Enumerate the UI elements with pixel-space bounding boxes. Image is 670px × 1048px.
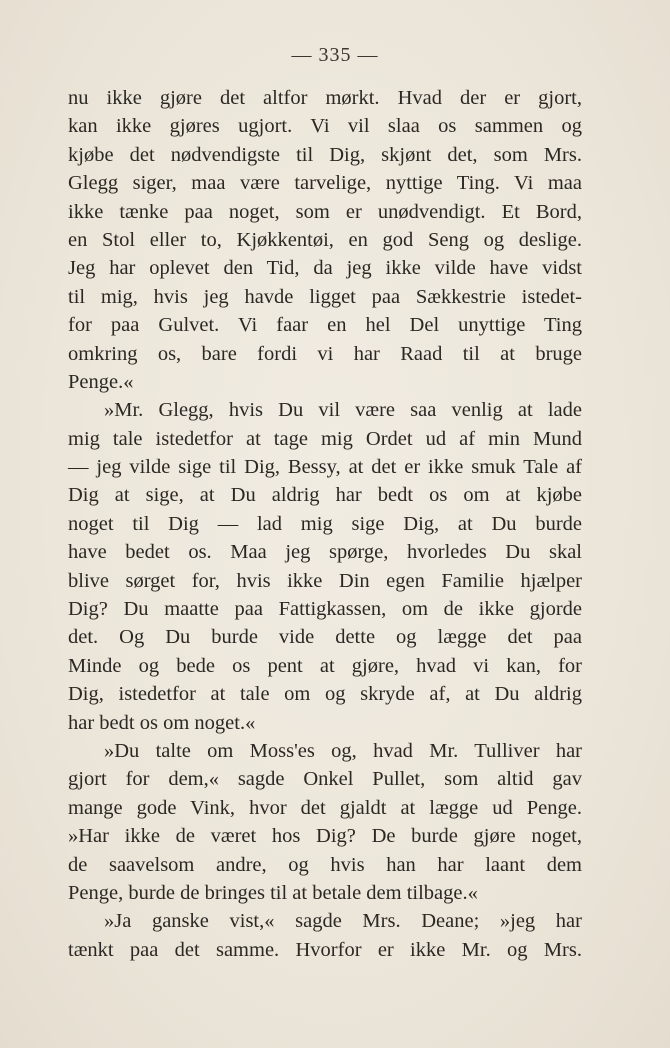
text-line: Penge.« <box>68 370 134 393</box>
text-line: »Ja ganske vist,« sagde Mrs. Deane; »jeg har <box>104 910 582 933</box>
text-line: »Har ikke de været hos Dig? De burde gjøre noget, <box>68 825 582 848</box>
text-line: »Du talte om Moss'es og, hvad Mr. Tulliver har <box>104 739 582 762</box>
text-line: Minde og bede os pent at gjøre, hvad vi kan, for <box>68 654 582 677</box>
text-line: har bedt os om noget.« <box>68 711 256 734</box>
text-line: Jeg har oplevet den Tid, da jeg ikke vilde have vidst <box>68 257 582 280</box>
text-line: Dig? Du maatte paa Fattigkassen, om de ikke gjorde <box>68 598 582 621</box>
text-line: ikke tænke paa noget, som er unødvendigt. Et Bord, <box>68 200 582 223</box>
text-line: en Stol eller to, Kjøkkentøi, en god Seng og deslige. <box>68 228 582 251</box>
text-line: det. Og Du burde vide dette og lægge det paa <box>68 626 582 649</box>
text-line: Glegg siger, maa være tarvelige, nyttige Ting. Vi maa <box>68 172 582 195</box>
text-line: »Mr. Glegg, hvis Du vil være saa venlig at lade <box>104 399 582 422</box>
text-line: Dig, istedetfor at tale om og skryde af, at Du aldrig <box>68 683 582 706</box>
text-line: gjort for dem,« sagde Onkel Pullet, som altid gav <box>68 768 582 791</box>
page-number: — 335 — <box>291 44 379 66</box>
text-line: mange gode Vink, hvor det gjaldt at lægge ud Penge. <box>68 796 582 819</box>
text-line: Penge, burde de bringes til at betale dem tilbage.« <box>68 881 478 904</box>
text-line: mig tale istedetfor at tage mig Ordet ud af min Mund <box>68 427 582 450</box>
text-line: til mig, hvis jeg havde ligget paa Sækkestrie istedet- <box>68 285 582 308</box>
text-line: tænkt paa det samme. Hvorfor er ikke Mr. og Mrs. <box>68 938 582 961</box>
text-line: — jeg vilde sige til Dig, Bessy, at det er ikke smuk Tale af <box>68 456 582 479</box>
text-line: blive sørget for, hvis ikke Din egen Familie hjælper <box>68 569 582 592</box>
text-line: de saavelsom andre, og hvis han har laant dem <box>68 853 582 876</box>
text-line: for paa Gulvet. Vi faar en hel Del unyttige Ting <box>68 314 582 337</box>
text-line: have bedet os. Maa jeg spørge, hvorledes Du skal <box>68 541 582 564</box>
text-line: noget til Dig — lad mig sige Dig, at Du burde <box>68 512 582 535</box>
text-line: kan ikke gjøres ugjort. Vi vil slaa os sammen og <box>68 115 582 138</box>
body-text <box>68 84 582 964</box>
text-line: Dig at sige, at Du aldrig har bedt os om at kjøbe <box>68 484 582 507</box>
text-line: kjøbe det nødvendigste til Dig, skjønt det, som Mrs. <box>68 143 582 166</box>
text-line: omkring os, bare fordi vi har Raad til at bruge <box>68 342 582 365</box>
text-line: nu ikke gjøre det altfor mørkt. Hvad der er gjort, <box>68 87 582 109</box>
